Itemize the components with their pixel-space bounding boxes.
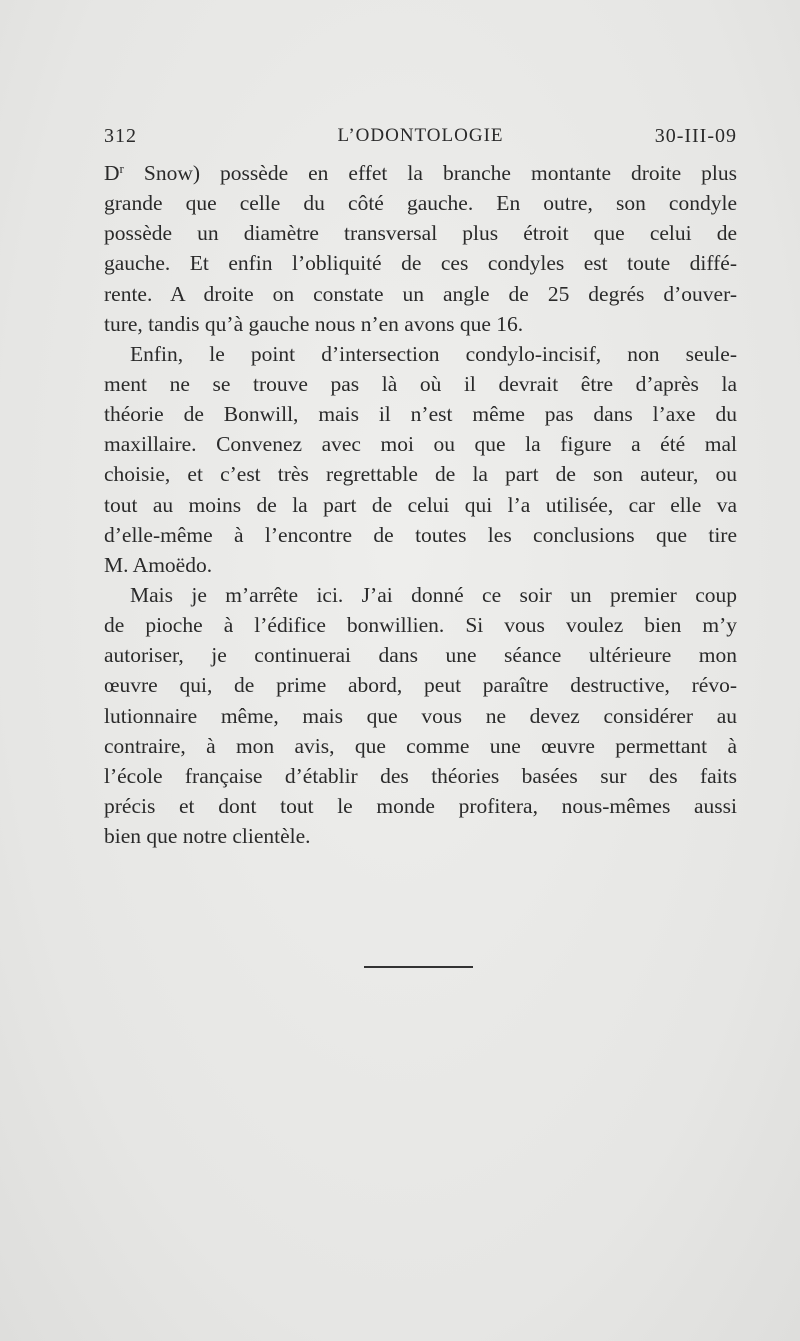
text-line: l’école française d’établir des théories basées sur des faits (104, 763, 737, 788)
text-line: bien que notre clientèle. (104, 824, 311, 849)
text-line: contraire, à mon avis, que comme une œuvre permettant à (104, 733, 737, 758)
text-line: lutionnaire même, mais que vous ne devez considérer au (104, 703, 737, 728)
text-line: d’elle-même à l’encontre de toutes les conclusions que tire (104, 522, 737, 547)
page-number: 312 (104, 125, 137, 147)
text-line: ment ne se trouve pas là où il devrait être d’après la (104, 371, 737, 396)
paragraph (104, 158, 737, 339)
text-line: maxillaire. Convenez avec moi ou que la figure a été mal (104, 432, 737, 457)
running-title: L’ODONTOLOGIE (337, 125, 504, 146)
text-line: grande que celle du côté gauche. En outre, son condyle (104, 191, 737, 216)
text-line: choisie, et c’est très regrettable de la part de son auteur, ou (104, 462, 737, 487)
abbrev-doctor: D (104, 161, 120, 185)
paragraph (104, 580, 737, 851)
text-line: Mais je m’arrête ici. J’ai donné ce soir un premier coup (130, 582, 737, 607)
text-line: autoriser, je continuerai dans une séance ultérieure mon (104, 643, 737, 668)
text-line: $D^r$ Snow) possède en effet la branche montante droite plus (104, 161, 737, 185)
text-line: ture, tandis qu’à gauche nous n’en avons que 16. (104, 311, 524, 336)
text-line: Enfin, le point d’intersection condylo-incisif, non seule- (130, 341, 737, 366)
running-header (104, 122, 737, 150)
abbrev-superscript: r (119, 161, 124, 176)
paragraph (104, 339, 737, 580)
text-line: rente. A droite on constate un angle de 25 degrés d’ouver- (104, 281, 737, 306)
text-line: gauche. Et enfin l’obliquité de ces condyles est toute diffé- (104, 251, 737, 276)
text-line: théorie de Bonwill, mais il n’est même pas dans l’axe du (104, 402, 737, 427)
text-line: tout au moins de la part de celui qui l’a utilisée, car elle va (104, 492, 737, 517)
issue-date: 30-III-09 (654, 125, 737, 147)
section-end-rule (364, 966, 473, 968)
text-line: possède un diamètre transversal plus étroit que celui de (104, 221, 737, 246)
body-text (104, 158, 737, 851)
text-line: précis et dont tout le monde profitera, nous-mêmes aussi (104, 793, 737, 818)
text-line: M. Amoëdo. (104, 552, 213, 577)
text-line: œuvre qui, de prime abord, peut paraître destructive, révo- (104, 673, 737, 698)
text-line: de pioche à l’édifice bonwillien. Si vous voulez bien m’y (104, 613, 737, 638)
